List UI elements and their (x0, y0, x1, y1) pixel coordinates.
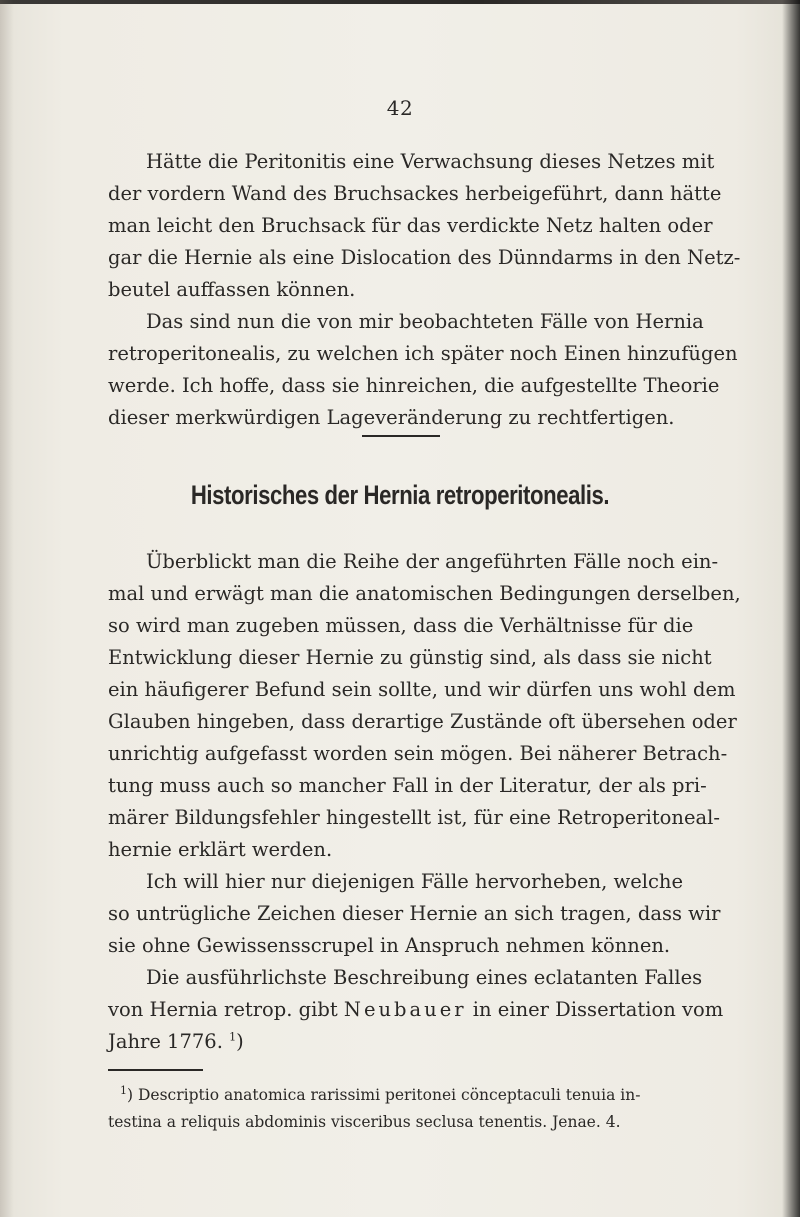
text-line: Glauben hingeben, dass derartige Zustände oft übersehen oder (108, 710, 737, 733)
footnote-separator (108, 1069, 203, 1071)
text-run: ) (236, 1030, 244, 1053)
text-line: so untrügliche Zeichen dieser Hernie an sich tragen, dass wir (108, 902, 721, 925)
section-divider-rule (362, 435, 440, 437)
text-line: werde. Ich hoffe, dass sie hinreichen, die aufgestellte Theorie (108, 374, 720, 397)
page-right-edge (782, 0, 800, 1217)
text-line: mal und erwägt man die anatomischen Bedingungen derselben, (108, 582, 741, 605)
text-run: in einer Dissertation vom (466, 998, 724, 1021)
text-line: Ich will hier nur diejenigen Fälle hervorheben, welche (146, 870, 684, 893)
text-run: Jahre 1776. (108, 1030, 223, 1053)
footnote-line (108, 1082, 688, 1109)
text-line (108, 994, 724, 1026)
text-line: ein häufigerer Befund sein sollte, und wir dürfen uns wohl dem (108, 678, 736, 701)
footnote (108, 1082, 688, 1136)
section-heading: Historisches der Hernia retroperitonealis. (190, 480, 610, 510)
paragraph-3 (108, 546, 741, 866)
paragraph-5 (108, 962, 724, 1058)
text-run: ) (127, 1086, 134, 1104)
page-left-shade (0, 0, 14, 1217)
text-line: tung muss auch so mancher Fall in der Literatur, der als pri- (108, 774, 707, 797)
footnote-marker: 1 (120, 1083, 127, 1097)
text-line: Das sind nun die von mir beobachteten Fälle von Hernia (146, 310, 704, 333)
paragraph-2 (108, 306, 738, 434)
text-line (108, 1026, 688, 1058)
text-run: Descriptio anatomica rarissimi peritonei cönceptaculi tenuia in- (133, 1086, 641, 1104)
text-line: Entwicklung dieser Hernie zu günstig sind, als dass sie nicht (108, 646, 712, 669)
page-top-edge (0, 0, 800, 4)
page-number: 42 (386, 96, 414, 120)
text-line: hernie erklärt werden. (108, 838, 333, 861)
text-line: der vordern Wand des Bruchsackes herbeigeführt, dann hätte (108, 182, 722, 205)
author-name: Neubauer (343, 998, 467, 1021)
text-line: dieser merkwürdigen Lageveränderung zu rechtfertigen. (108, 406, 675, 429)
text-line: man leicht den Bruchsack für das verdickte Netz halten oder (108, 214, 713, 237)
text-line: sie ohne Gewissensscrupel in Anspruch nehmen können. (108, 934, 671, 957)
text-line: beutel auffassen können. (108, 278, 356, 301)
text-line: Hätte die Peritonitis eine Verwachsung dieses Netzes mit (146, 150, 715, 173)
text-line: unrichtig aufgefasst worden sein mögen. Bei näherer Betrach- (108, 742, 728, 765)
footnote-reference: 1 (229, 1030, 237, 1044)
text-run: von Hernia retrop. gibt (108, 998, 344, 1021)
text-line: Überblickt man die Reihe der angeführten Fälle noch ein- (146, 550, 719, 573)
text-line: gar die Hernie als eine Dislocation des Dünndarms in den Netz- (108, 246, 741, 269)
text-line: märer Bildungsfehler hingestellt ist, für eine Retroperitoneal- (108, 806, 720, 829)
footnote-line: testina a reliquis abdominis visceribus seclusa tenentis. Jenae. 4. (108, 1113, 621, 1131)
paragraph-1 (108, 146, 741, 306)
text-line: so wird man zugeben müssen, dass die Verhältnisse für die (108, 614, 694, 637)
text-line: Die ausführlichste Beschreibung eines eclatanten Falles (146, 966, 703, 989)
paragraph-4 (108, 866, 721, 962)
text-line: retroperitonealis, zu welchen ich später noch Einen hinzufügen (108, 342, 738, 365)
